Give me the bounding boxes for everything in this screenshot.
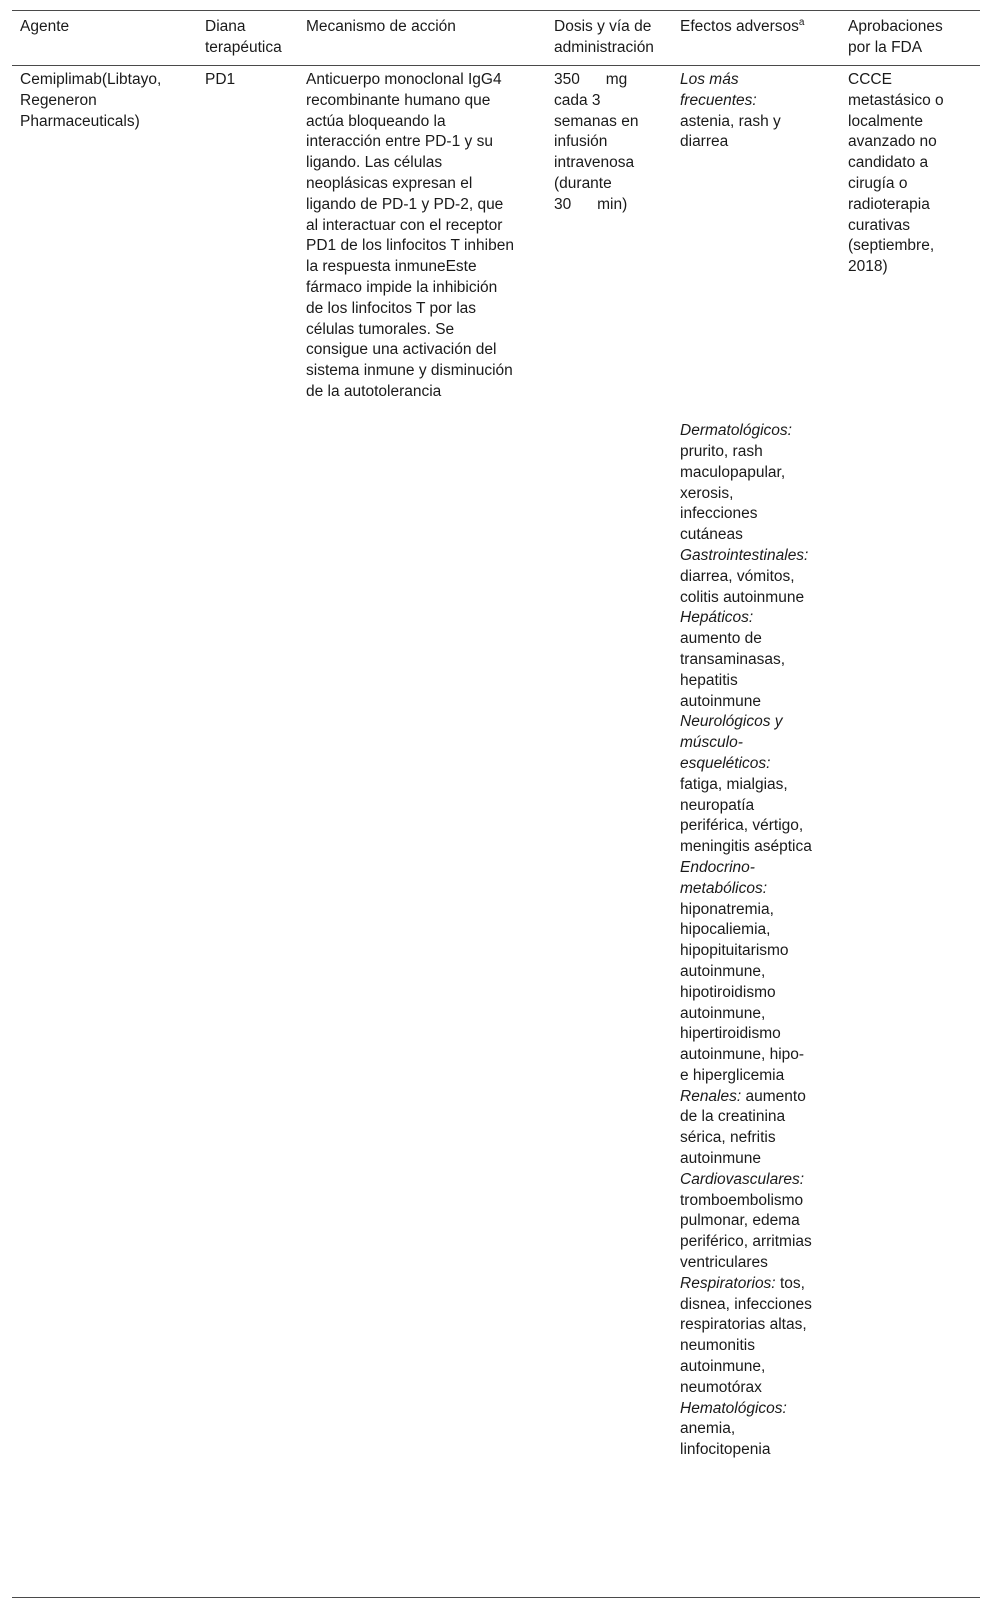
table-header-row bbox=[12, 11, 980, 65]
header-adverse-footnote-mark: a bbox=[798, 17, 805, 28]
adverse-group-text: diarrea, vómitos, colitis autoinmune bbox=[680, 567, 805, 606]
adverse-group-text: hiponatremia, hipocaliemia, hipopituitarismo autoinmune, hipotiroidismo autoinmune, hipertiroidismo autoinmune, hipo- e hiperglicemia bbox=[680, 900, 805, 1084]
adverse-group-title: Renales: bbox=[680, 1087, 742, 1105]
adverse-group-title: Gastrointestinales: bbox=[680, 546, 809, 564]
adverse-group-text: aumento de la creatinina sérica, nefritis autoinmune bbox=[680, 1087, 806, 1168]
adverse-group bbox=[680, 421, 812, 546]
header-agent: Agente bbox=[20, 18, 70, 35]
dose-duration: 30 bbox=[554, 195, 572, 213]
header-dose: Dosis y vía de administración bbox=[554, 18, 654, 56]
adverse-group bbox=[680, 546, 812, 608]
adverse-group-title: Los más frecuentes: bbox=[680, 71, 757, 109]
adverse-group-title: Neurológicos y músculo-esqueléticos: bbox=[680, 713, 783, 772]
header-adverse-label: Efectos adversos bbox=[680, 18, 799, 35]
header-target: Diana terapéutica bbox=[205, 18, 282, 56]
drug-table bbox=[12, 10, 980, 1598]
header-approvals: Aprobaciones por la FDA bbox=[848, 18, 943, 56]
adverse-group-text: fatiga, mialgias, neuropatía periférica, vértigo, meningitis aséptica bbox=[680, 775, 812, 856]
adverse-group bbox=[680, 858, 812, 1087]
header-adverse bbox=[680, 17, 812, 38]
cell-approvals: CCCE metastásico o localmente avanzado no candidato a cirugía o radioterapia curativas (septiembre, 2018) bbox=[848, 71, 944, 276]
adverse-group-title: Hepáticos: bbox=[680, 609, 754, 627]
dose-amount: 350 bbox=[554, 71, 580, 88]
adverse-group bbox=[680, 1170, 812, 1274]
adverse-group-title: Dermatológicos: bbox=[680, 422, 792, 440]
dose-duration-unit: min) bbox=[597, 195, 628, 213]
adverse-gap bbox=[680, 153, 812, 421]
adverse-group bbox=[680, 712, 812, 858]
table-row bbox=[12, 66, 980, 1597]
adverse-group-title: Hematológicos: bbox=[680, 1399, 787, 1417]
adverse-group-text: tromboembolismo pulmonar, edema periférico, arritmias ventriculares bbox=[680, 1191, 812, 1272]
adverse-group-title: Cardiovasculares: bbox=[680, 1170, 805, 1188]
header-mechanism: Mecanismo de acción bbox=[306, 18, 456, 35]
adverse-group-text: prurito, rash maculopapular, xerosis, infecciones cutáneas bbox=[680, 442, 786, 544]
cell-mechanism: Anticuerpo monoclonal IgG4 recombinante humano que actúa bloqueando la interacción entre PD-1 y su ligando. Las células neoplásicas expresan el ligando de PD-1 y PD-2, que al interactuar con el receptor PD1 de los linfocitos T inhiben la respuesta inmuneEste fármaco impide la inhibición de los linfocitos T por las células tumorales. Se consigue una activación del sistema inmune y disminución de la autotolerancia bbox=[306, 71, 514, 400]
cell-adverse bbox=[680, 70, 812, 1461]
cell-agent: Cemiplimab(Libtayo, Regeneron Pharmaceuticals) bbox=[20, 71, 162, 130]
adverse-group-title: Respiratorios: bbox=[680, 1274, 776, 1292]
adverse-group-title: Endocrino-metabólicos: bbox=[680, 858, 768, 897]
adverse-group bbox=[680, 1399, 812, 1461]
adverse-group-text: aumento de transaminasas, hepatitis autoinmune bbox=[680, 630, 786, 710]
adverse-group-text: anemia, linfocitopenia bbox=[680, 1420, 771, 1459]
adverse-group-list bbox=[680, 421, 812, 1461]
cell-dose bbox=[554, 70, 664, 216]
adverse-group bbox=[680, 608, 812, 712]
cell-target: PD1 bbox=[205, 71, 236, 88]
adverse-group bbox=[680, 1274, 812, 1399]
adverse-group-frequent bbox=[680, 70, 812, 153]
dose-schedule: mg cada 3 semanas en infusión intravenosa (durante bbox=[554, 71, 639, 192]
adverse-group-text: astenia, rash y diarrea bbox=[680, 112, 781, 151]
adverse-group-text: tos, disnea, infecciones respiratorias altas, neumonitis autoinmune, neumotórax bbox=[680, 1274, 812, 1396]
adverse-group bbox=[680, 1087, 812, 1170]
